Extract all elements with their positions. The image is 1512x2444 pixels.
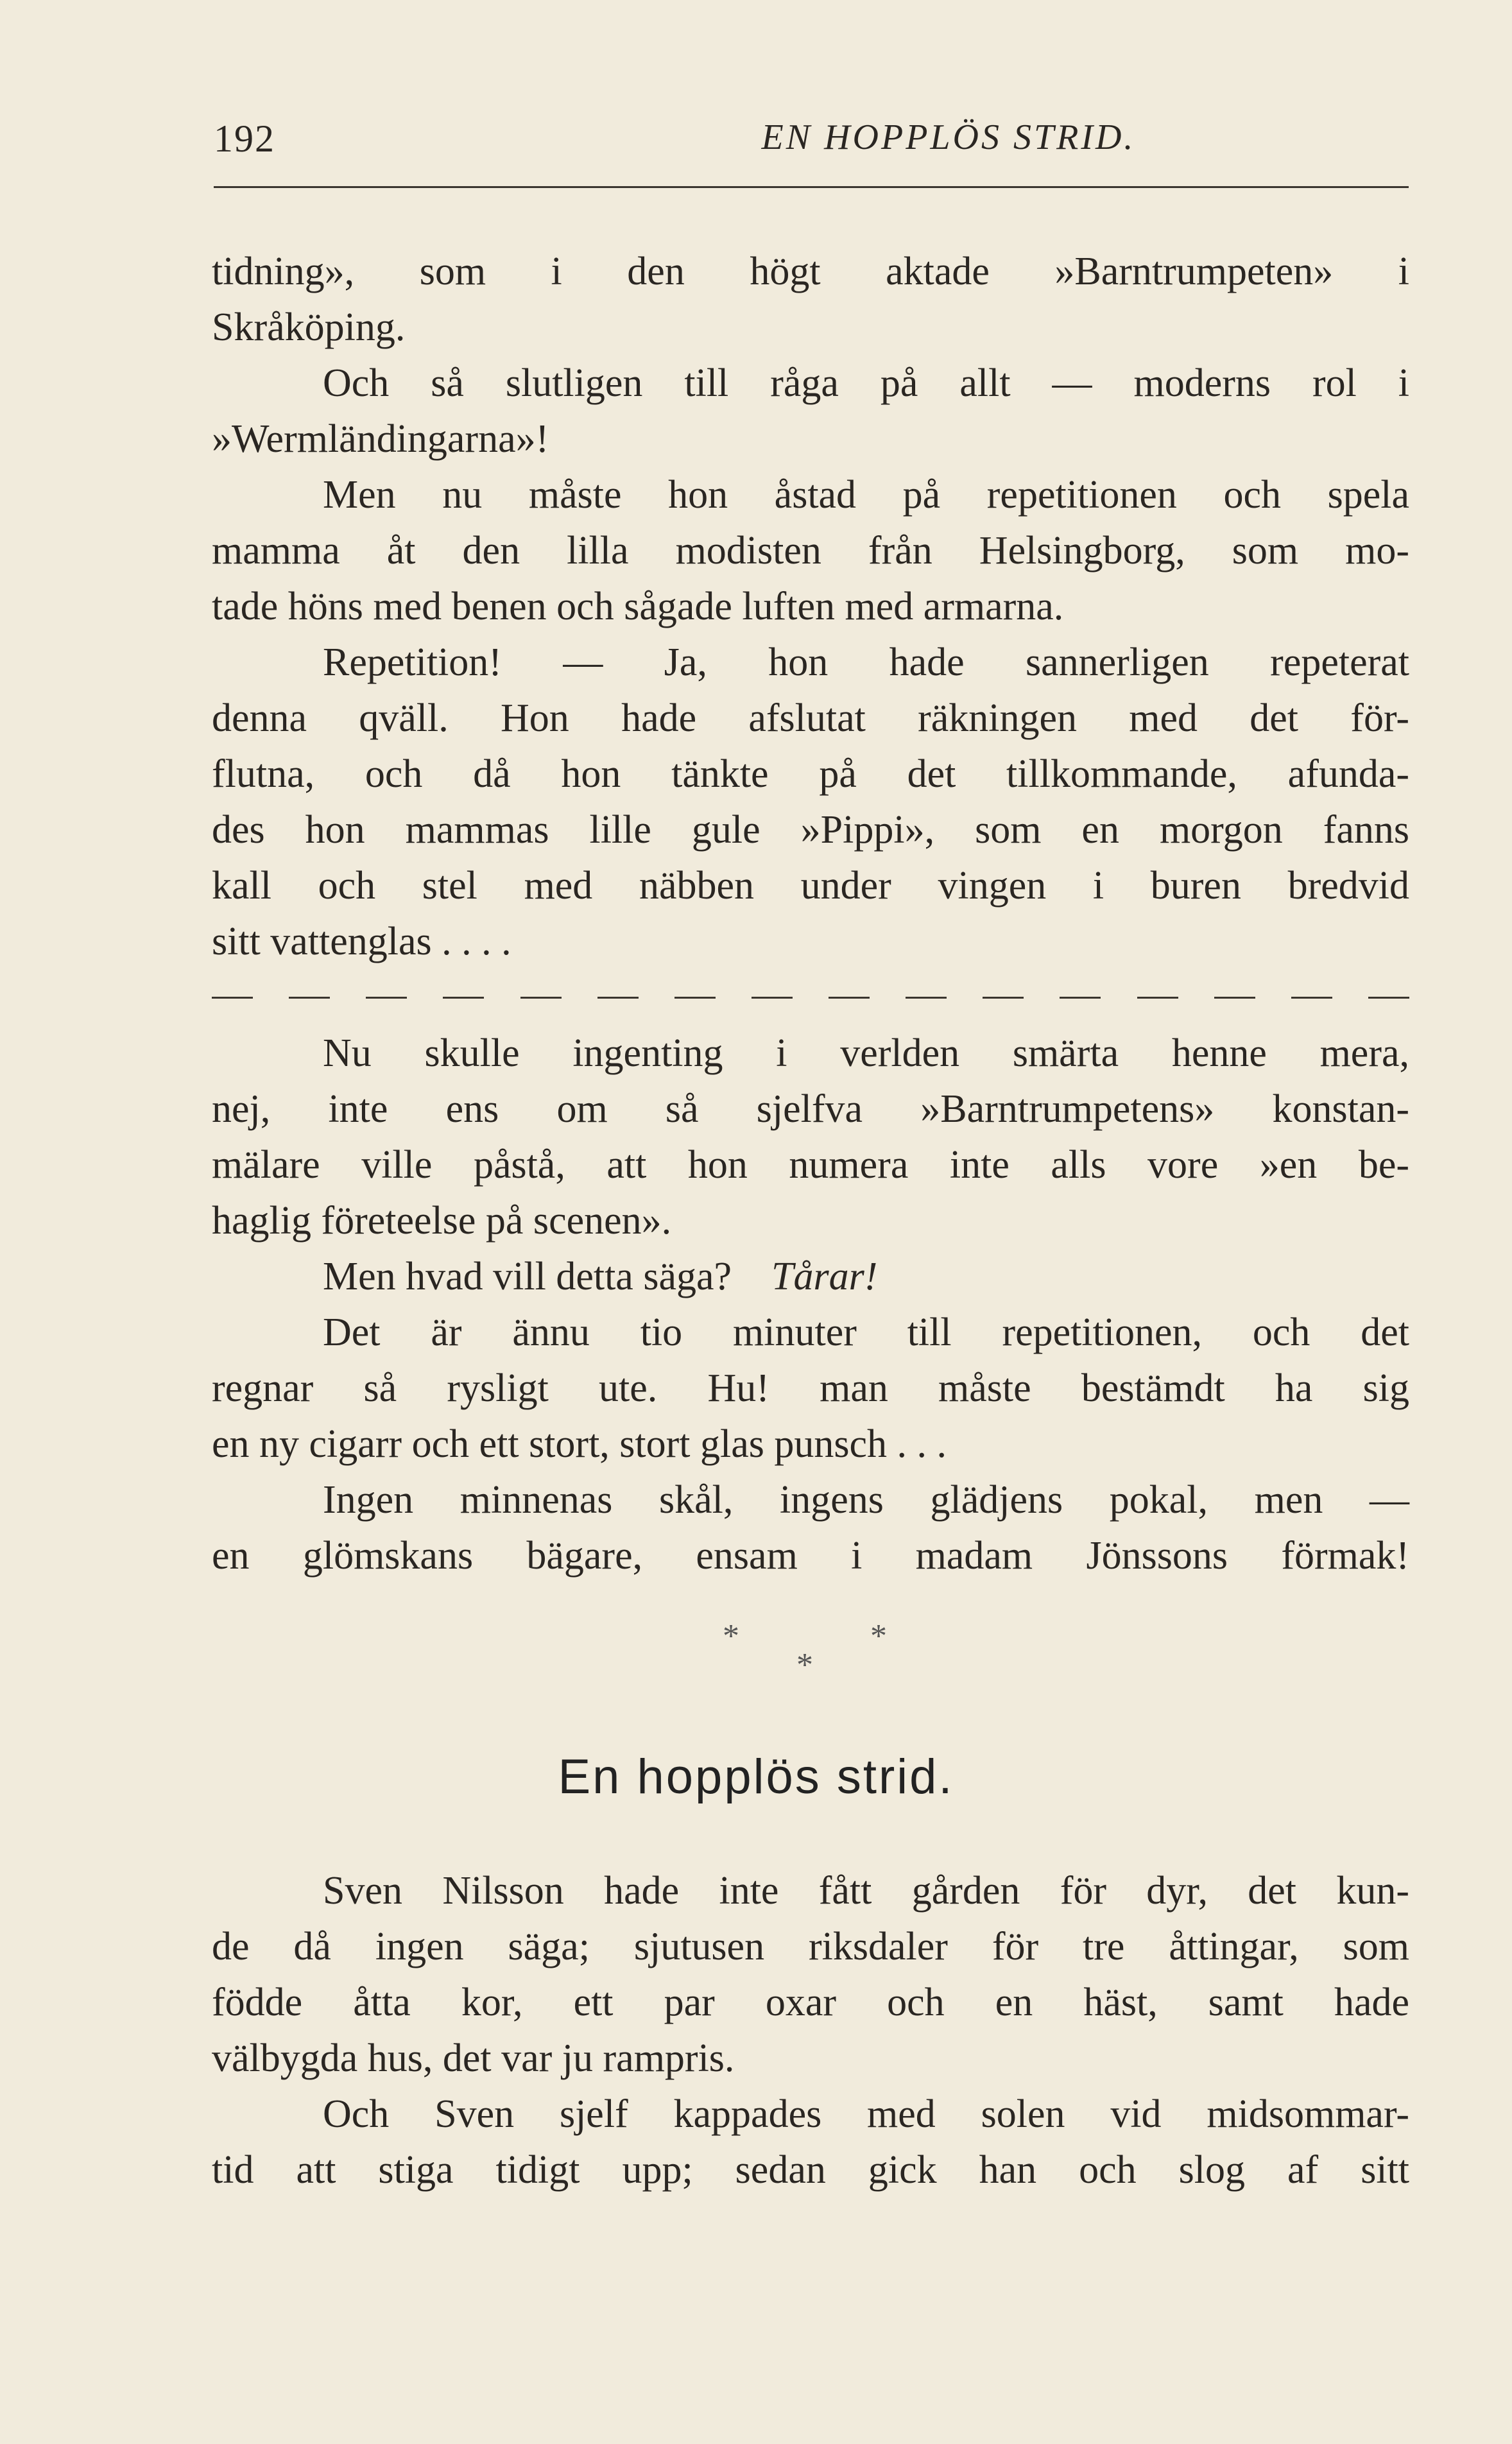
question-text: Men hvad vill detta säga? bbox=[323, 1255, 732, 1298]
text-line: Ingen minnenas skål, ingens glädjens pokal, men — bbox=[323, 1478, 1409, 1522]
text-line: Repetition! — Ja, hon hade sannerligen repeterat bbox=[323, 641, 1409, 684]
text-line: tidning», som i den högt aktade »Barntrumpeten» i bbox=[212, 250, 1409, 293]
running-title: EN HOPPLÖS STRID. bbox=[761, 117, 1136, 157]
text-line: Skråköping. bbox=[212, 306, 406, 349]
text-line: Det är ännu tio minuter till repetitionen, och det bbox=[323, 1311, 1409, 1354]
dash bbox=[1291, 997, 1332, 999]
text-line: en glömskans bägare, ensam i madam Jönssons förmak! bbox=[212, 1534, 1409, 1578]
text-line: kall och stel med näbben under vingen i buren bredvid bbox=[212, 864, 1409, 908]
second-text-block bbox=[212, 1863, 1409, 2198]
dash bbox=[752, 997, 793, 999]
text-line: mälare ville påstå, att hon numera inte alls vore »en be- bbox=[212, 1143, 1409, 1187]
text-line: födde åtta kor, ett par oxar och en häst, samt hade bbox=[212, 1981, 1409, 2024]
text-line: regnar så rysligt ute. Hu! man måste bestämdt ha sig bbox=[212, 1366, 1409, 1410]
asterisk: * bbox=[870, 1618, 887, 1655]
paragraph-group-three bbox=[212, 1305, 1409, 1584]
paragraph-group-one bbox=[212, 244, 1409, 970]
text-line: nej, inte ens om så sjelfva »Barntrumpetens» konstan- bbox=[212, 1087, 1409, 1131]
section-break-dashes bbox=[212, 970, 1409, 1026]
dash bbox=[983, 997, 1024, 999]
asterism bbox=[0, 1617, 1512, 1688]
text-line: de då ingen säga; sjutusen riksdaler för tre åttingar, som bbox=[212, 1925, 1409, 1968]
text-line: tade höns med benen och sågade luften med armarna. bbox=[212, 585, 1064, 628]
dash bbox=[289, 997, 330, 999]
section-title: En hopplös strid. bbox=[558, 1750, 954, 1804]
text-line: välbygda hus, det var ju rampris. bbox=[212, 2036, 735, 2080]
text-line: Men nu måste hon åstad på repetitionen och spela bbox=[323, 473, 1409, 517]
text-line: »Wermländingarna»! bbox=[212, 417, 549, 461]
text-line: haglig företeelse på scenen». bbox=[212, 1199, 672, 1243]
dash bbox=[366, 997, 407, 999]
header-rule bbox=[214, 186, 1409, 188]
text-line: flutna, och då hon tänkte på det tillkommande, afunda- bbox=[212, 752, 1409, 796]
dash bbox=[829, 997, 870, 999]
dash bbox=[1137, 997, 1178, 999]
text-line: Och Sven sjelf kappades med solen vid midsommar- bbox=[323, 2092, 1409, 2136]
asterisk: * bbox=[723, 1618, 739, 1655]
paragraph-group-four bbox=[212, 1863, 1409, 2198]
main-text-block bbox=[212, 244, 1409, 1584]
text-line: tid att stiga tidigt upp; sedan gick han och slog af sitt bbox=[212, 2148, 1409, 2192]
asterisk: * bbox=[796, 1647, 813, 1683]
text-line: Sven Nilsson hade inte fått gården för dyr, det kun- bbox=[323, 1869, 1409, 1913]
text-line: des hon mammas lille gule »Pippi», som en morgon fanns bbox=[212, 808, 1409, 852]
text-line: en ny cigarr och ett stort, stort glas punsch . . . bbox=[212, 1422, 947, 1466]
text-line: sitt vattenglas . . . . bbox=[212, 920, 511, 963]
paragraph-group-two bbox=[212, 1026, 1409, 1249]
page-number: 192 bbox=[214, 117, 275, 160]
dash bbox=[1060, 997, 1101, 999]
text-line: Nu skulle ingenting i verlden smärta henne mera, bbox=[323, 1031, 1409, 1075]
dash bbox=[212, 997, 253, 999]
dash bbox=[520, 997, 562, 999]
text-line: denna qväll. Hon hade afslutat räkningen med det för- bbox=[212, 696, 1409, 740]
emphasis-text: Tårar! bbox=[771, 1255, 878, 1298]
dash bbox=[906, 997, 947, 999]
text-line: mamma åt den lilla modisten från Helsingborg, som mo- bbox=[212, 529, 1409, 572]
dash bbox=[1368, 997, 1409, 999]
question-line bbox=[212, 1249, 1409, 1305]
text-line: Och så slutligen till råga på allt — moderns rol i bbox=[323, 361, 1409, 405]
page-header bbox=[214, 117, 1407, 168]
dash bbox=[443, 997, 484, 999]
dash bbox=[597, 997, 639, 999]
dash bbox=[1214, 997, 1255, 999]
dash bbox=[674, 997, 716, 999]
